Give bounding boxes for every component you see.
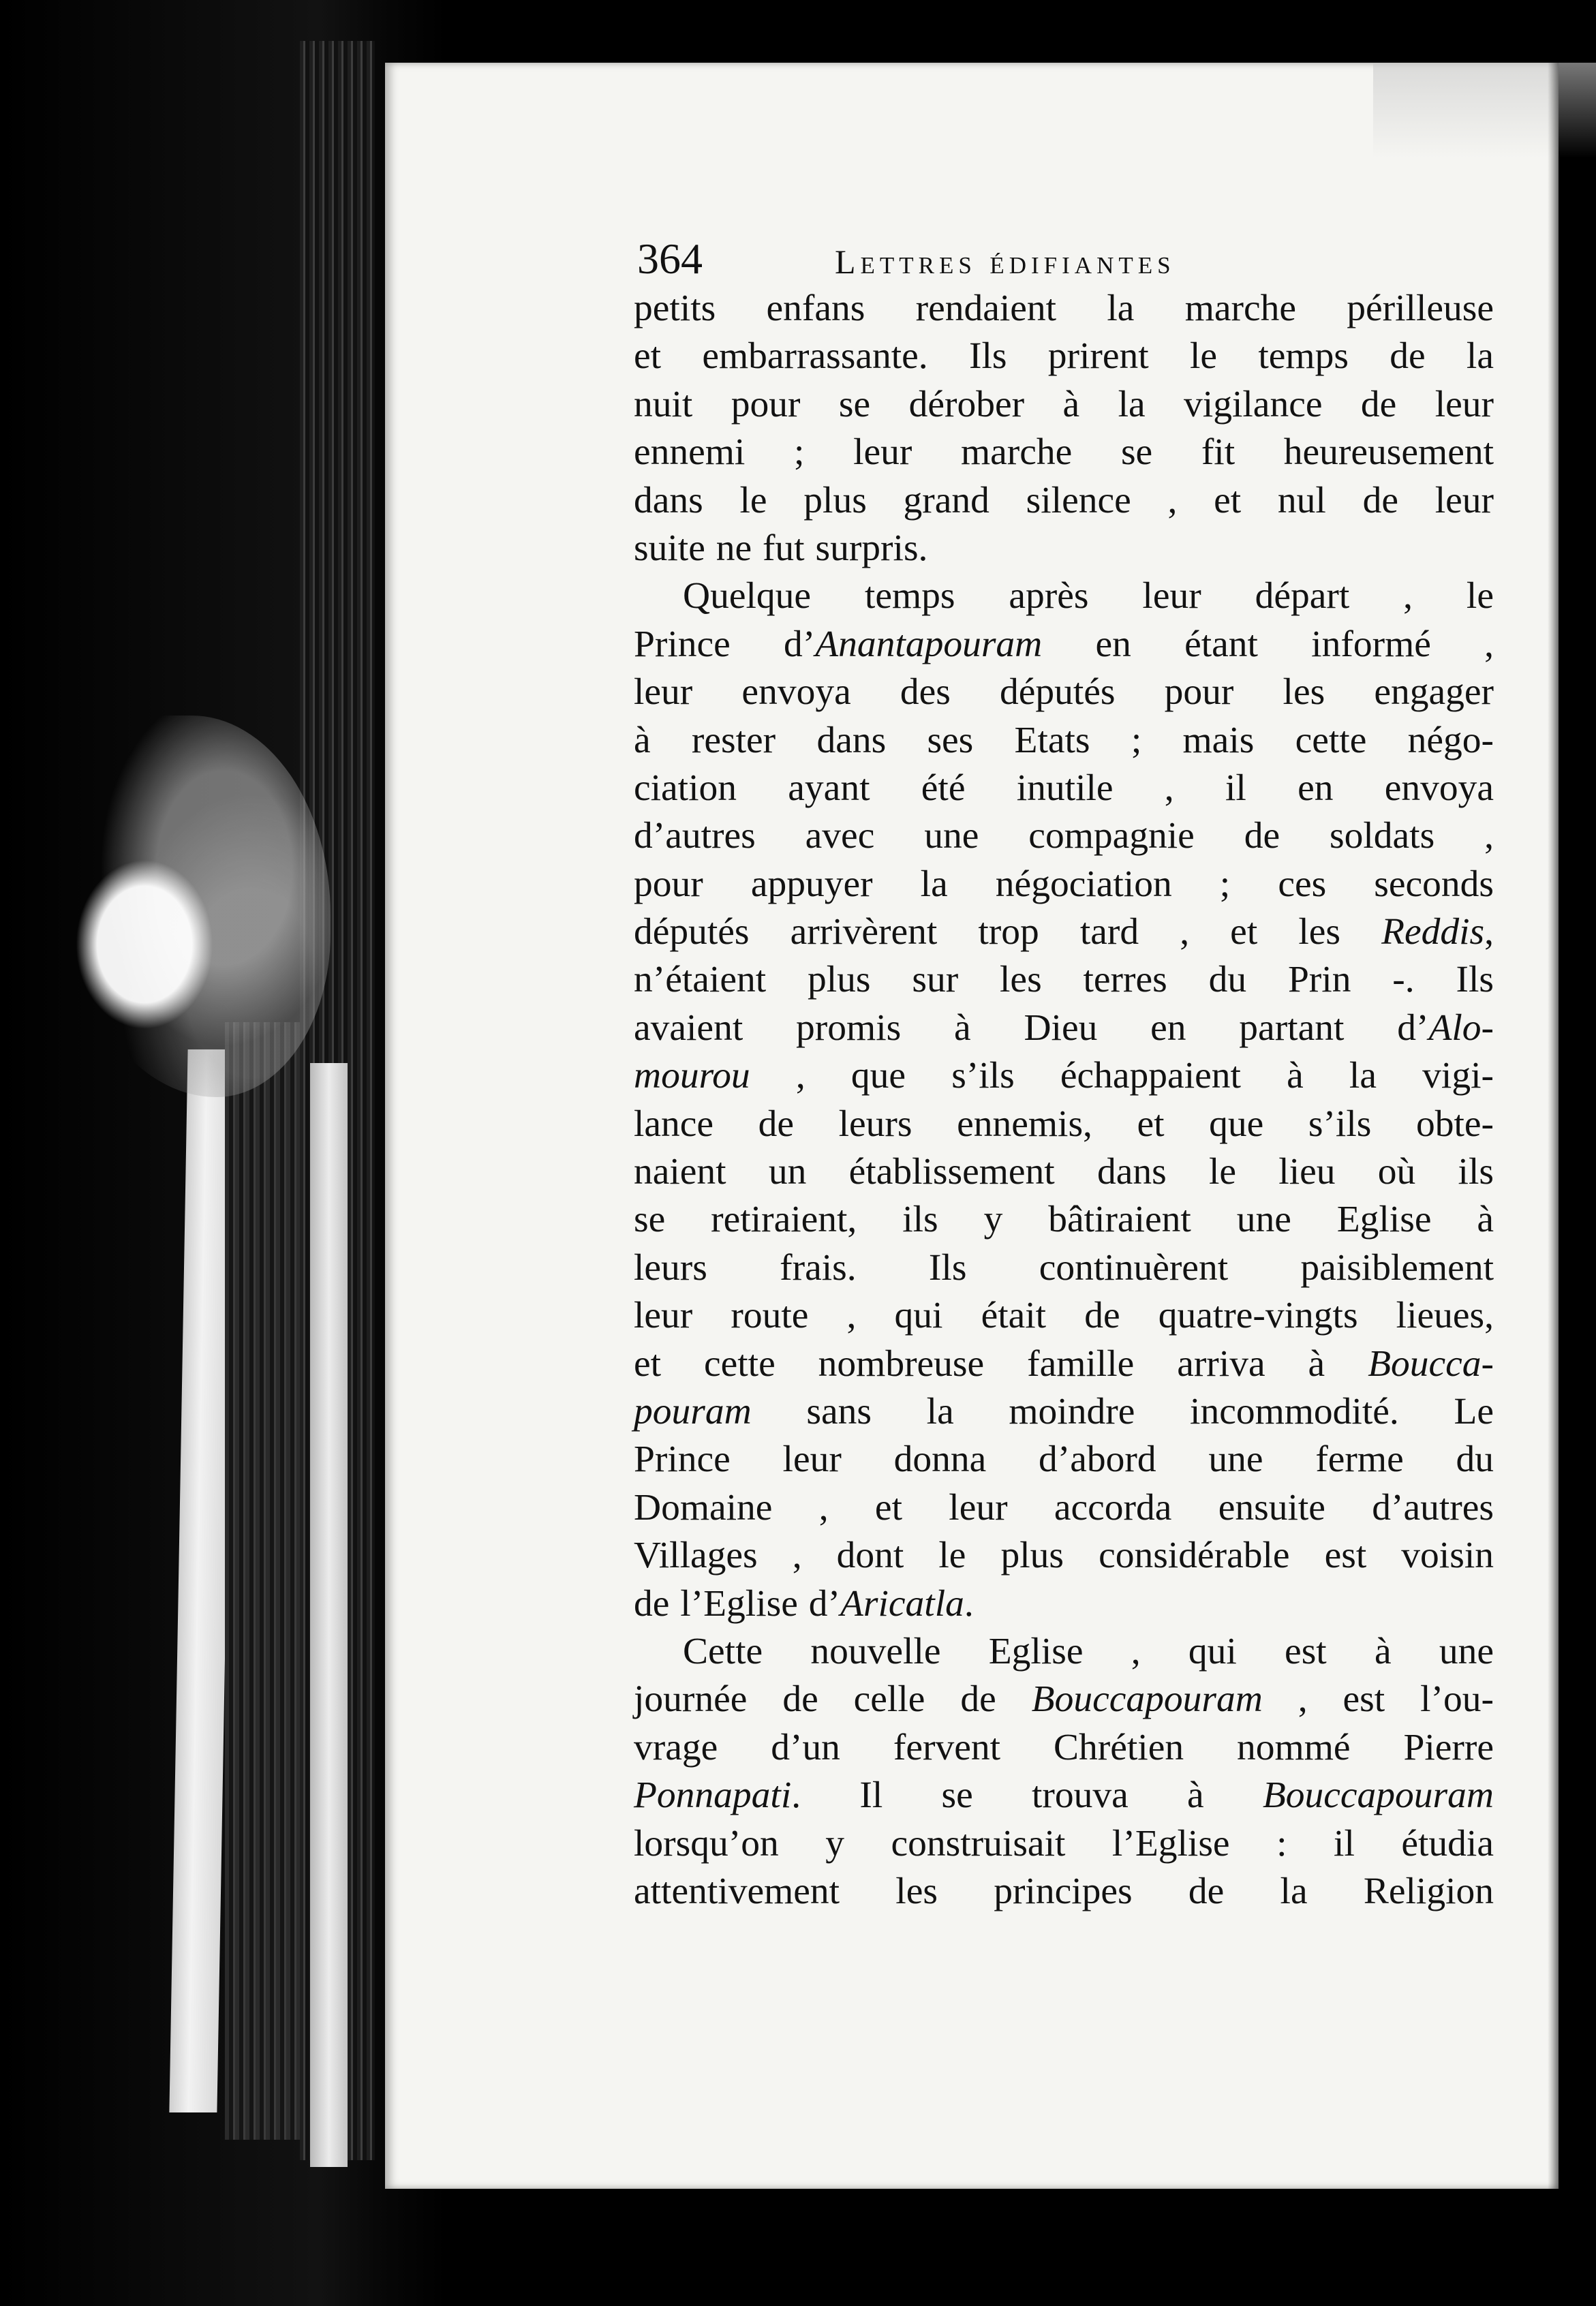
text-line: d’autres avec une compagnie de soldats ,: [634, 815, 1494, 857]
text-line: ciation ayant été inutile , il en envoya: [634, 767, 1494, 809]
text-line: se retiraient, ils y bâtiraient une Eglise à: [634, 1199, 1494, 1241]
italic-proper-noun: Anantapouram: [815, 623, 1043, 665]
italic-proper-noun: Alo-: [1428, 1006, 1494, 1049]
text-line: leur route , qui était de quatre-vingts lieues,: [634, 1295, 1494, 1337]
text-line: pouram sans la moindre incommodité. Le: [634, 1390, 1494, 1432]
text-line: Cette nouvelle Eglise , qui est à une: [683, 1630, 1494, 1672]
italic-proper-noun: Aricatla: [840, 1582, 964, 1625]
text-line: et embarrassante. Ils prirent le temps de la: [634, 335, 1494, 378]
text-line: leurs frais. Ils continuèrent paisiblement: [634, 1246, 1494, 1289]
text-line: n’étaient plus sur les terres du Prin -. Ils: [634, 959, 1494, 1001]
running-title: Lettres édifiantes: [835, 243, 1176, 281]
body-text: [634, 285, 1494, 1916]
text-line: Quelque temps après leur départ , le: [683, 575, 1494, 617]
text-line: leur envoya des députés pour les engager: [634, 671, 1494, 713]
text-line: Prince d’Anantapouram en étant informé ,: [634, 623, 1494, 665]
text-line: dans le plus grand silence , et nul de leur: [634, 479, 1494, 521]
page-right-shadow: [1548, 63, 1559, 2189]
text-line: vrage d’un fervent Chrétien nommé Pierre: [634, 1726, 1494, 1768]
book-page-edge-inner: [310, 1063, 348, 2167]
text-line: naient un établissement dans le lieu où ils: [634, 1151, 1494, 1193]
page-number: 364: [637, 234, 703, 283]
text-line: avaient promis à Dieu en partant d’Alo-: [634, 1006, 1494, 1049]
text-line: petits enfans rendaient la marche périlleuse: [634, 288, 1494, 329]
italic-proper-noun: pouram: [634, 1390, 752, 1432]
italic-proper-noun: Bouccapouram: [1031, 1678, 1263, 1721]
text-line: de l’Eglise d’Aricatla.: [634, 1582, 974, 1625]
text-line: Domaine , et leur accorda ensuite d’autres: [634, 1486, 1494, 1528]
text-line: à rester dans ses Etats ; mais cette négo-: [634, 719, 1494, 761]
text-line: Villages , dont le plus considérable est voisin: [634, 1535, 1494, 1577]
text-line: Prince leur donna d’abord une ferme du: [634, 1439, 1494, 1481]
text-line: suite ne fut surpris.: [634, 527, 928, 569]
text-line: et cette nombreuse famille arriva à Boucca-: [634, 1342, 1494, 1385]
text-line: Ponnapati. Il se trouva à Bouccapouram: [634, 1774, 1494, 1817]
italic-proper-noun: mourou: [634, 1055, 750, 1097]
text-line: lance de leurs ennemis, et que s’ils obte-: [634, 1103, 1494, 1145]
text-line: mourou , que s’ils échappaient à la vigi-: [634, 1055, 1494, 1097]
page-header: [637, 228, 1496, 290]
text-line: ennemi ; leur marche se fit heureusement: [634, 431, 1494, 474]
text-line: attentivement les principes de la Religion: [634, 1870, 1494, 1912]
text-line: pour appuyer la négociation ; ces seconds: [634, 863, 1494, 905]
italic-proper-noun: Reddis: [1381, 911, 1485, 953]
text-line: nuit pour se dérober à la vigilance de leur: [634, 383, 1494, 425]
text-line: lorsqu’on y construisait l’Eglise : il étudia: [634, 1822, 1494, 1864]
page-top-shading: [1373, 63, 1596, 158]
italic-proper-noun: Ponnapati: [634, 1774, 792, 1817]
italic-proper-noun: Bouccapouram: [1262, 1774, 1494, 1817]
book-block-edge: [225, 1022, 300, 2140]
text-line: journée de celle de Bouccapouram , est l’ou-: [634, 1678, 1494, 1721]
italic-proper-noun: Boucca-: [1368, 1342, 1494, 1385]
text-line: députés arrivèrent trop tard , et les Reddis,: [634, 911, 1494, 953]
